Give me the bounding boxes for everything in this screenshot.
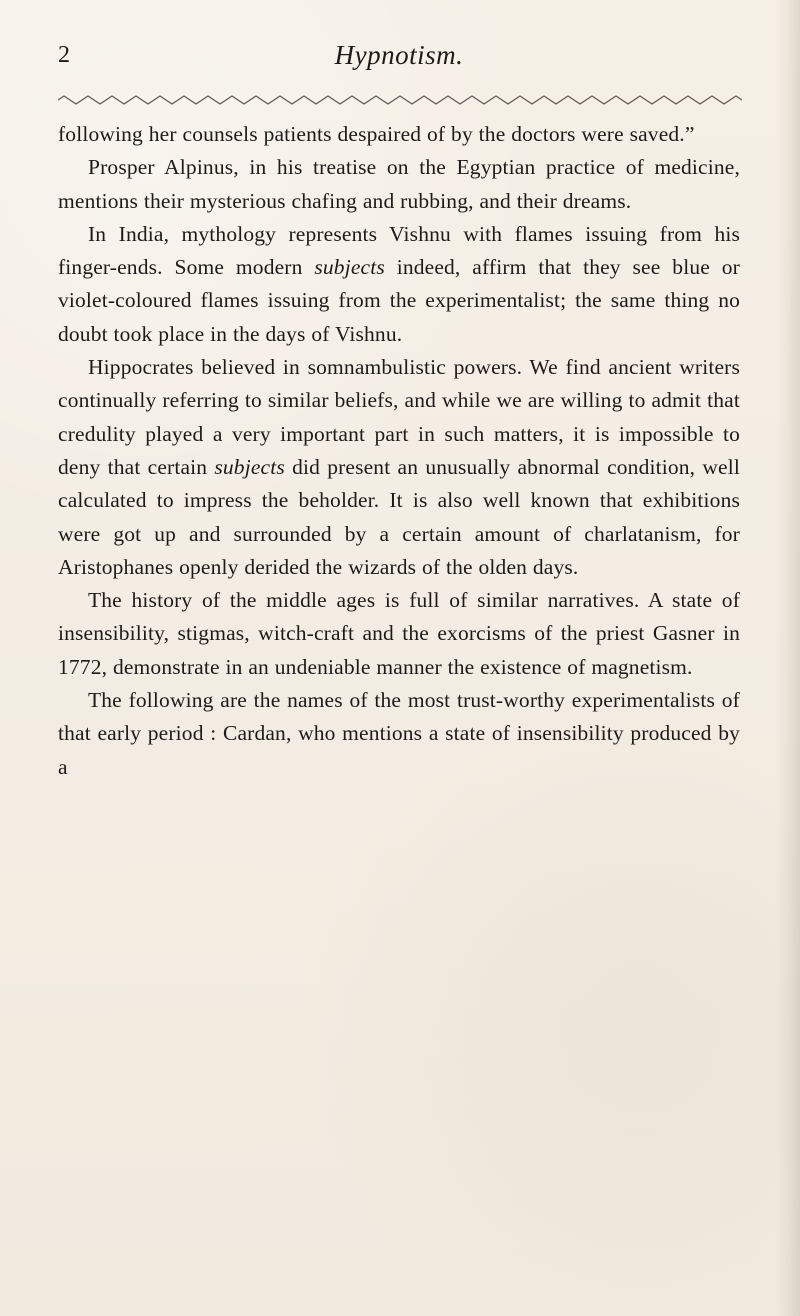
running-title: Hypnotism. bbox=[334, 40, 464, 70]
paragraph-1: following her counsels patients despaired of by the doctors were saved.” bbox=[58, 122, 695, 146]
paragraph-6: The following are the names of the most trust-worthy experimentalists of that early period : Cardan, who mentions a state of insensibility produced by a bbox=[58, 688, 740, 779]
paragraph-4 bbox=[58, 351, 740, 584]
paragraph-5: The history of the middle ages is full of similar narratives. A state of insensibility, stigmas, witch-craft and the exorcisms of the priest Gasner in 1772, demonstrate in an undeniable manner the existence of magnetism. bbox=[58, 588, 740, 679]
paragraph-3-segment-3: indeed, affirm that they see blue or violet-coloured flames issuing from the experimentalist; the same thing no doubt took place in the days of Vishnu. bbox=[58, 255, 740, 346]
page-header bbox=[58, 40, 740, 80]
paragraph-4-segment-2: subjects bbox=[214, 454, 285, 479]
paragraph-3-segment-2: subjects bbox=[314, 255, 385, 280]
paragraph-4-segment-3: did present an unusually abnormal condition, well calculated to impress the beholder. It is also well known that exhibitions were got up and surrounded by a certain amount of charlatanism, for Aristophanes openly derided the wizards of the olden days. bbox=[58, 454, 740, 579]
decorative-rule-pattern bbox=[58, 92, 742, 108]
page-number: 2 bbox=[58, 42, 71, 68]
page-edge-shadow bbox=[776, 0, 800, 1316]
paragraph-3-segment-1: In India, mythology represents Vishnu with flames issuing from his finger-ends. Some modern bbox=[58, 221, 740, 280]
decorative-rule bbox=[58, 92, 742, 108]
paragraph-3 bbox=[58, 218, 740, 351]
paragraph-2: Prosper Alpinus, in his treatise on the Egyptian practice of medicine, mentions their mysterious chafing and rubbing, and their dreams. bbox=[58, 155, 740, 213]
paragraph-4-segment-1: Hippocrates believed in somnambulistic powers. We find ancient writers continually referring to similar beliefs, and while we are willing to admit that credulity played a very important part in such matters, it is impossible to deny that certain bbox=[58, 355, 740, 479]
body-text bbox=[58, 118, 740, 784]
